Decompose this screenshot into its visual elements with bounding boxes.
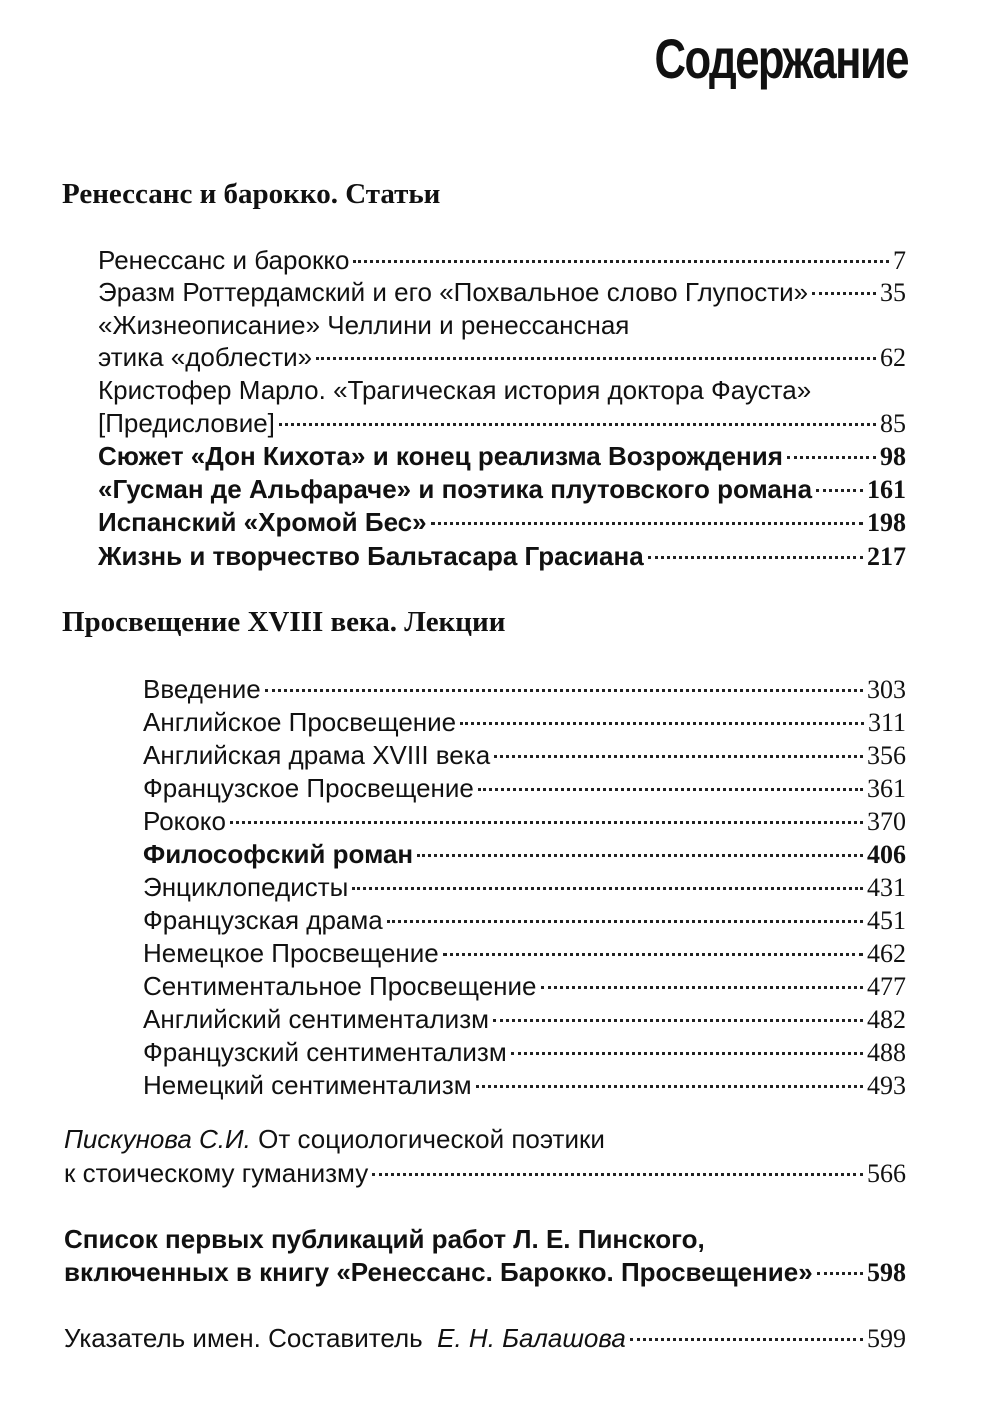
index-label: Указатель имен. Составитель — [64, 1323, 423, 1353]
toc-entry-label — [64, 1322, 626, 1354]
toc-entry[interactable] — [98, 440, 906, 473]
toc-entry-label: Введение — [143, 674, 261, 704]
toc-entry-label: Сюжет «Дон Кихота» и конец реализма Возрождения — [98, 441, 783, 471]
essay-title-part1: От социологической поэтики — [258, 1124, 605, 1154]
dot-leader — [630, 1338, 863, 1341]
toc-entry-label: Немецкое Просвещение — [143, 938, 439, 968]
toc-entry[interactable] — [143, 1003, 906, 1036]
dot-leader — [511, 1052, 863, 1055]
toc-entry-label: к стоическому гуманизму — [64, 1158, 369, 1188]
toc-entry[interactable] — [143, 706, 906, 739]
toc-entry[interactable] — [143, 673, 906, 706]
toc-entry-label: «Гусман де Альфараче» и поэтика плутовского романа — [98, 474, 813, 504]
toc-entry-page: 599 — [867, 1324, 906, 1353]
dot-leader — [494, 755, 863, 758]
toc-entry-label: этика «доблести» — [98, 342, 313, 372]
toc-entry-label-line1: «Жизнеописание» Челлини и ренессансная — [98, 310, 630, 340]
toc-entry-page: 7 — [893, 246, 906, 275]
page-title: Содержание — [654, 27, 908, 90]
dot-leader — [352, 887, 863, 890]
toc-entry-page: 311 — [867, 708, 906, 737]
toc-entry[interactable] — [64, 1322, 906, 1355]
toc-entry[interactable] — [143, 772, 906, 805]
toc-entry-label: Английская драма XVIII века — [143, 740, 491, 770]
toc-entry-label: Философский роман — [143, 839, 414, 869]
toc-entry[interactable] — [98, 407, 906, 440]
toc-entry[interactable] — [143, 805, 906, 838]
toc-entry-page: 62 — [880, 343, 906, 372]
toc-entry-page: 370 — [867, 807, 906, 836]
toc-entry-label: Энциклопедисты — [143, 872, 349, 902]
dot-leader — [265, 689, 863, 692]
toc-entry-label: Английский сентиментализм — [143, 1004, 489, 1034]
essay-author: Пискунова С.И. — [64, 1124, 251, 1154]
dot-leader — [316, 357, 876, 360]
dot-leader — [443, 953, 863, 956]
toc-entry-page: 406 — [867, 840, 906, 869]
toc-entry-page: 482 — [867, 1005, 906, 1034]
toc-entry-label: включенных в книгу «Ренессанс. Барокко. Просвещение» — [64, 1257, 813, 1287]
toc-entry[interactable] — [98, 540, 906, 573]
toc-entry[interactable] — [64, 1256, 906, 1289]
dot-leader — [230, 821, 863, 824]
toc-entry-page: 598 — [867, 1258, 906, 1287]
toc-entry[interactable] — [143, 739, 906, 772]
toc-entry[interactable] — [98, 244, 906, 277]
toc-entry-page: 35 — [880, 278, 906, 307]
toc-entry[interactable] — [143, 871, 906, 904]
toc-entry-page: 198 — [867, 508, 906, 537]
dot-leader — [431, 522, 863, 525]
toc-entry[interactable] — [98, 473, 906, 506]
toc-entry-label: Немецкий сентиментализм — [143, 1070, 472, 1100]
toc-entry-label: Эразм Роттердамский и его «Похвальное слово Глупости» — [98, 277, 809, 307]
publications-title-line1: Список первых публикаций работ Л. Е. Пинского, — [64, 1224, 705, 1254]
dot-leader — [493, 1019, 863, 1022]
toc-entry-page: 356 — [867, 741, 906, 770]
toc-entry-page: 98 — [880, 442, 906, 471]
toc-entry[interactable] — [143, 1036, 906, 1069]
dot-leader — [817, 1272, 863, 1275]
dot-leader — [387, 920, 863, 923]
dot-leader — [476, 1085, 863, 1088]
dot-leader — [353, 260, 889, 263]
toc-entry[interactable] — [143, 838, 906, 871]
toc-entry-page: 161 — [867, 475, 906, 504]
toc-entry-page: 488 — [867, 1038, 906, 1067]
dot-leader — [478, 788, 863, 791]
toc-entry-page: 462 — [867, 939, 906, 968]
toc-entry-page: 361 — [867, 774, 906, 803]
toc-entry-page: 303 — [867, 675, 906, 704]
dot-leader — [372, 1173, 863, 1176]
toc-entry-label: Английское Просвещение — [143, 707, 457, 737]
toc-entry-page: 566 — [867, 1159, 906, 1188]
toc-entry-page: 85 — [880, 409, 906, 438]
toc-entry-label: Французский сентиментализм — [143, 1037, 507, 1067]
toc-entry[interactable] — [98, 276, 906, 309]
toc-entry-label: Французская драма — [143, 905, 383, 935]
toc-entry-label: Ренессанс и барокко — [98, 245, 350, 275]
dot-leader — [279, 423, 876, 426]
dot-leader — [541, 986, 863, 989]
dot-leader — [787, 456, 876, 459]
toc-entry-label: Рококо — [143, 806, 226, 836]
dot-leader — [417, 854, 863, 857]
toc-entry-label: [Предисловие] — [98, 408, 275, 438]
toc-entry[interactable] — [98, 506, 906, 539]
toc-entry-page: 477 — [867, 972, 906, 1001]
toc-entry[interactable] — [143, 937, 906, 970]
section-heading-enlightenment: Просвещение XVIII века. Лекции — [62, 606, 506, 638]
essay-title-line1 — [64, 1123, 605, 1155]
dot-leader — [460, 722, 864, 725]
toc-entry-page: 217 — [867, 542, 906, 571]
toc-entry[interactable] — [98, 341, 906, 374]
index-compiler: Е. Н. Балашова — [437, 1323, 626, 1353]
toc-entry-label-line1: Кристофер Марло. «Трагическая история доктора Фауста» — [98, 375, 812, 405]
dot-leader — [812, 292, 876, 295]
toc-entry-label: Сентиментальное Просвещение — [143, 971, 537, 1001]
toc-entry[interactable] — [143, 970, 906, 1003]
toc-entry-label: Испанский «Хромой Бес» — [98, 507, 427, 537]
toc-entry-page: 451 — [867, 906, 906, 935]
toc-entry-label: Жизнь и творчество Бальтасара Грасиана — [98, 541, 644, 571]
toc-entry[interactable] — [143, 1069, 906, 1102]
toc-entry-label: Французское Просвещение — [143, 773, 474, 803]
toc-entry[interactable] — [143, 904, 906, 937]
toc-entry[interactable] — [64, 1157, 906, 1190]
toc-entry-page: 431 — [867, 873, 906, 902]
section-heading-renaissance: Ренессанс и барокко. Статьи — [62, 178, 441, 210]
dot-leader — [816, 489, 863, 492]
dot-leader — [648, 556, 863, 559]
toc-entry-page: 493 — [867, 1071, 906, 1100]
